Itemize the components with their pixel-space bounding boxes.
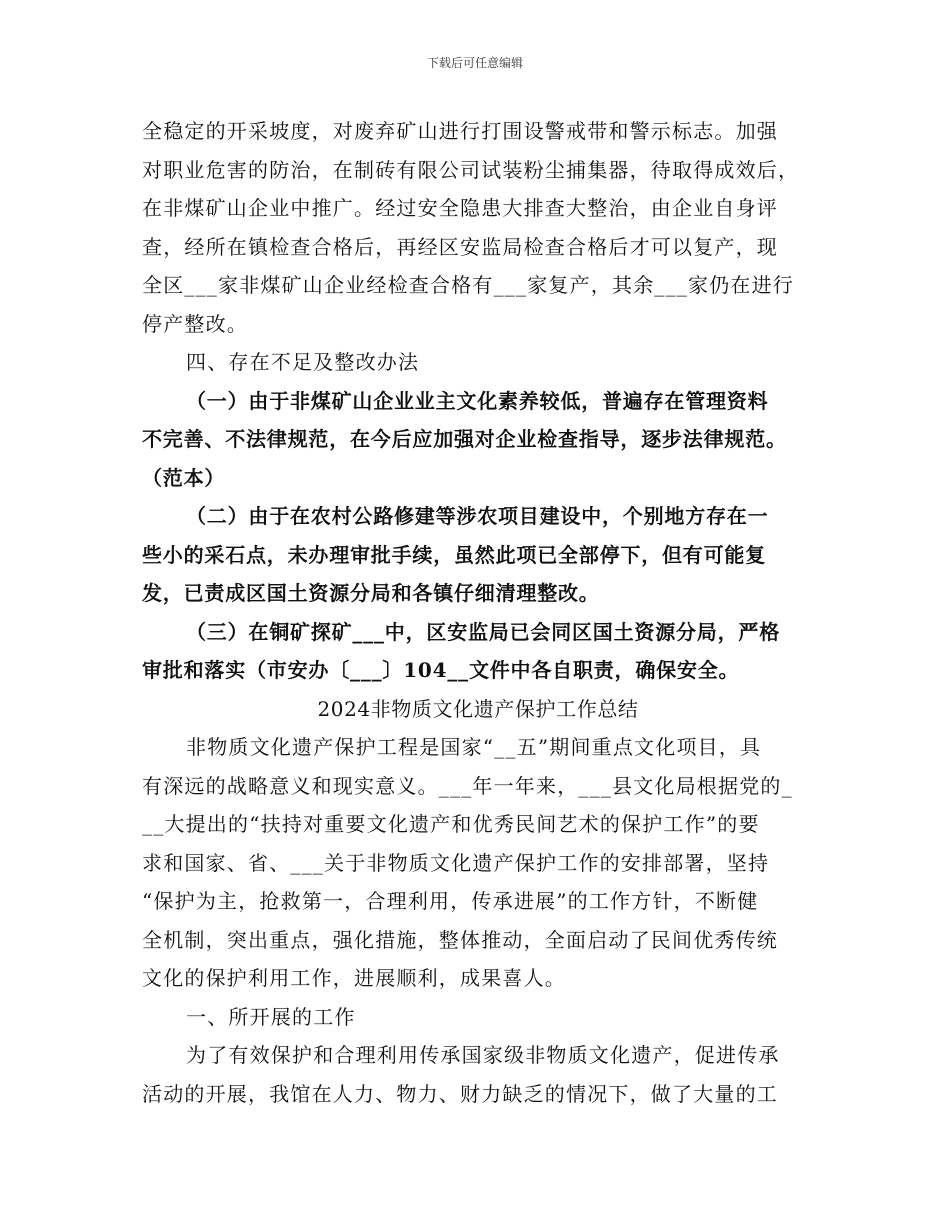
paragraph-line: 求和国家、省、___关于非物质文化遗产保护工作的安排部署，坚持 xyxy=(142,850,770,875)
section-heading: 四、存在不足及整改办法 xyxy=(186,350,420,374)
section-heading: 一、所开展的工作 xyxy=(186,1004,356,1029)
bold-paragraph-line: 不完善、不法律规范，在今后应加强对企业检查指导，逐步法律规范。 xyxy=(142,427,787,451)
paragraph-line: 非物质文化遗产保护工程是国家“__五”期间重点文化项目，具 xyxy=(186,735,762,759)
bold-paragraph-line: （三）在铜矿探矿___中，区安监局已会同区国土资源分局，严格 xyxy=(186,619,780,644)
paragraph-line: 为了有效保护和合理利用传承国家级非物质文化遗产，促进传承 xyxy=(186,1043,780,1067)
paragraph-line: 查，经所在镇检查合格后，再经区安监局检查合格后才可以复产，现 xyxy=(142,234,778,259)
page-header: 下载后可任意编辑 xyxy=(426,56,523,70)
paragraph-line: 在非煤矿山企业中推广。经过安全隐患大排查大整治，由企业自身评 xyxy=(142,196,778,220)
paragraph-line: 停产整改。 xyxy=(142,311,248,336)
paragraph-line: 全机制，突出重点，强化措施，整体推动，全面启动了民间优秀传统 xyxy=(142,927,778,952)
bold-paragraph-line: 些小的采石点，未办理审批手续，虽然此项已全部停下，但有可能复 xyxy=(142,542,766,567)
paragraph-line: 有深远的战略意义和现实意义。___年一年来，___县文化局根据党的_ xyxy=(142,773,793,798)
paragraph-line: 文化的保护利用工作，进展顺利，成果喜人。 xyxy=(142,966,566,990)
paragraph-line: __大提出的“扶持对重要文化遗产和优秀民间艺术的保护工作”的要 xyxy=(142,812,760,836)
document-title: 2024非物质文化遗产保护工作总结 xyxy=(317,696,639,721)
bold-paragraph-line: 发，已责成区国土资源分局和各镇仔细清理整改。 xyxy=(142,581,600,605)
paragraph-line: 活动的开展，我馆在人力、物力、财力缺乏的情况下，做了大量的工 xyxy=(142,1081,778,1106)
bold-paragraph-line: （一）由于非煤矿山企业业主文化素养较低，普遍存在管理资料 xyxy=(186,388,769,413)
bold-paragraph-line: （范本） xyxy=(142,465,226,490)
bold-paragraph-line: 审批和落实（市安办〔___〕104__文件中各自职责，确保安全。 xyxy=(142,658,740,682)
paragraph-line: 全稳定的开采坡度，对废弃矿山进行打围设警戒带和警示标志。加强 xyxy=(142,119,778,143)
bold-paragraph-line: （二）由于在农村公路修建等涉农项目建设中，个别地方存在一 xyxy=(186,504,769,528)
paragraph-line: “保护为主，抢救第一，合理利用，传承进展”的工作方针，不断健 xyxy=(142,889,759,913)
paragraph-line: 对职业危害的防治，在制砖有限公司试装粉尘捕集器，待取得成效后， xyxy=(142,157,800,182)
document-body xyxy=(142,112,814,1113)
paragraph-line: 全区___家非煤矿山企业经检查合格有___家复产，其余___家仍在进行 xyxy=(142,273,794,297)
